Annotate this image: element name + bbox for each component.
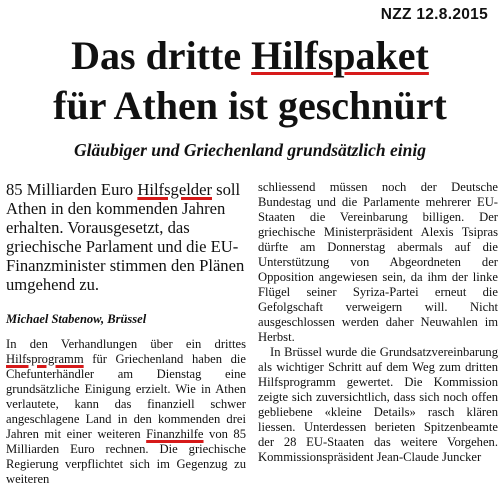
headline-line-1-text: Das dritte xyxy=(71,33,252,78)
author-byline: Michael Stabenow, Brüssel xyxy=(6,312,147,326)
body-left-1: In den Verhandlungen über ein drittes xyxy=(6,337,246,351)
lead-highlight: Hilfsgelder xyxy=(137,180,212,199)
lead-paragraph xyxy=(6,180,246,294)
lead-post: soll Athen in den kommenden Jahren erhalten. Vorausgesetzt, das griechische Parlament und die EU-Finanzminister stimmen den Plänen umgehend zu. xyxy=(6,180,245,294)
headline-highlight: Hilfspaket xyxy=(251,33,429,78)
headline-line-1 xyxy=(0,34,500,78)
headline-line-2: für Athen ist geschnürt xyxy=(53,83,447,128)
body-left-2: für Griechenland haben die Chefunterhändler am Dienstag eine grundsätzliche Einigung erzielt. Wie in Athen verlautete, kann das finanziell schwer angeschlagene Land in den kommenden drei Jahren mit einer weiteren xyxy=(6,352,246,441)
right-column xyxy=(258,180,498,465)
left-column xyxy=(6,180,246,487)
body-left-highlight-1: Hilfsprogramm xyxy=(6,352,84,366)
source-date: NZZ 12.8.2015 xyxy=(380,6,488,23)
body-left-highlight-2: Finanzhilfe xyxy=(146,427,204,441)
subtitle: Gläubiger und Griechenland grundsätzlich einig xyxy=(73,140,427,160)
body-left-3: von 85 Milliarden Euro rechnen. Die griechische Regierung verpflichtet sich im Gegenzug zu weiteren xyxy=(6,427,247,486)
body-paragraph-left xyxy=(6,337,246,487)
body-paragraph-right-1: schliessend müssen noch der Deutsche Bundestag und die Parlamente mehrerer EU-Staaten die Vereinbarung billigen. Der griechische Ministerpräsident Alexis Tsipras dürfte am Donnerstag abermals auf die Unterstützung von Abgeordneten der Opposition angewiesen sein, da ihm der linke Flügel seiner Syriza-Partei erneut die Gefolgschaft verweigern will. Nicht ausgeschlossen werden daher Neuwahlen im Herbst. xyxy=(258,180,498,344)
body-paragraph-right-2: In Brüssel wurde die Grundsatzvereinbarung als wichtiger Schritt auf dem Weg zum dritten Hilfsprogramm gewertet. Die Kommission zeigte sich zuversichtlich, dass sich noch offen gebliebene «kleine Details» rasch klären liessen. Unterdessen berieten Spitzenbeamte der 28 EU-Staaten das weitere Vorgehen. Kommissionspräsident Jean-Claude Juncker xyxy=(258,345,498,464)
lead-pre: 85 Milliarden Euro xyxy=(6,180,138,199)
